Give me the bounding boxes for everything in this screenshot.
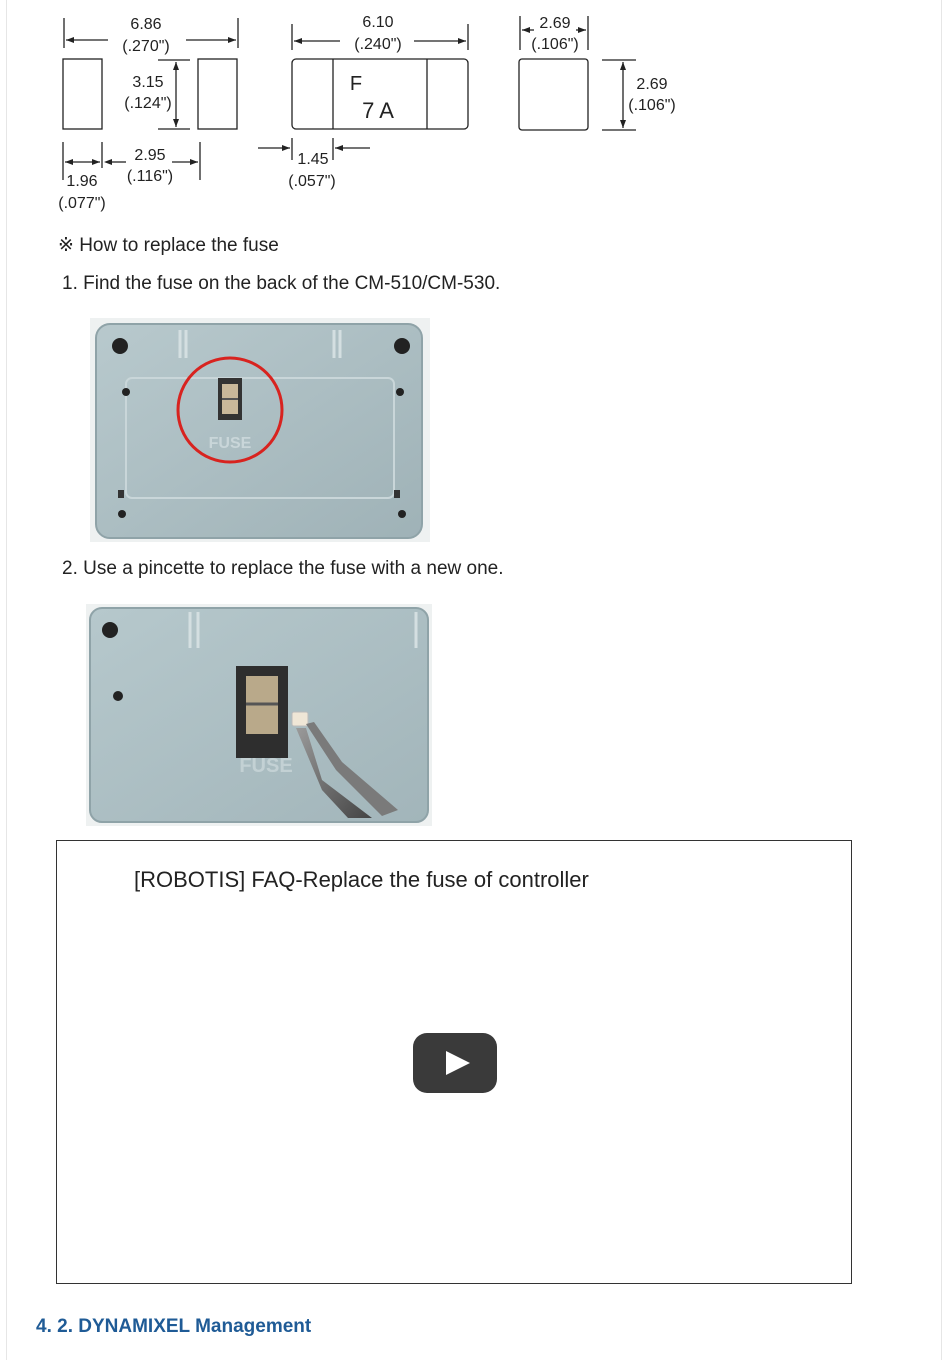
dim-mid-cap-mm: 1.45 (297, 151, 329, 168)
fuse-dimension-diagram (0, 0, 720, 215)
dim-left-pad-mm: 2.95 (134, 147, 166, 164)
fuse-rating: 7 A (362, 98, 394, 123)
video-title[interactable]: [ROBOTIS] FAQ-Replace the fuse of controller (134, 867, 589, 892)
dim-left-edge-in: (.077") (58, 195, 106, 212)
dim-left-width-mm: 6.86 (130, 16, 162, 33)
step-1-text: 1. Find the fuse on the back of the CM-510/CM-530. (62, 273, 501, 294)
dim-right-height-in: (.106") (628, 97, 676, 114)
dim-left-pad-in: (.116") (126, 168, 174, 185)
controller-back-photo (90, 318, 430, 542)
dim-left-gap-mm: 3.15 (132, 74, 164, 91)
photo-fuse-label: FUSE (208, 435, 252, 452)
video-embed[interactable] (56, 840, 852, 1284)
play-button[interactable] (413, 1033, 497, 1093)
section-heading-dynamixel-management[interactable]: 4. 2. DYNAMIXEL Management (36, 1316, 312, 1337)
fuse-mark: F (349, 73, 363, 95)
dim-mid-width-mm: 6.10 (362, 14, 394, 31)
page-border-right (941, 0, 942, 1360)
dim-right-height-mm: 2.69 (636, 76, 668, 93)
dim-mid-cap-in: (.057") (288, 173, 336, 190)
dim-right-width-in: (.106") (531, 36, 579, 53)
dim-left-gap-in: (.124") (124, 95, 172, 112)
step-2-text: 2. Use a pincette to replace the fuse with a new one. (62, 558, 504, 579)
play-icon (413, 1033, 497, 1093)
dim-right-width-mm: 2.69 (539, 15, 571, 32)
replace-fuse-note: ※ How to replace the fuse (58, 235, 279, 256)
dim-mid-width-in: (.240") (354, 36, 402, 53)
dim-left-edge-mm: 1.96 (66, 173, 98, 190)
pincette-replace-photo (86, 604, 432, 826)
photo2-fuse-label: FUSE (239, 755, 293, 777)
dim-left-width-in: (.270") (122, 38, 170, 55)
